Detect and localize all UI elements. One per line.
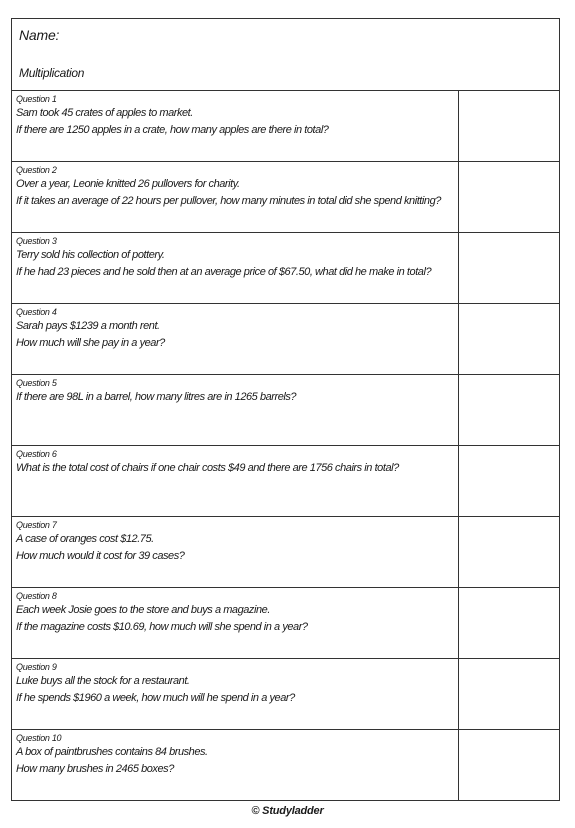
question-text: If the magazine costs $10.69, how much will she spend in a year? xyxy=(16,621,308,633)
question-text: Sam took 45 crates of apples to market. xyxy=(16,107,193,119)
question-cell xyxy=(12,730,459,800)
question-row xyxy=(12,659,559,730)
question-row xyxy=(12,375,559,446)
question-row xyxy=(12,588,559,659)
question-row xyxy=(12,233,559,304)
question-text: If he had 23 pieces and he sold then at an average price of $67.50, what did he make in total? xyxy=(16,266,432,278)
topic-title: Multiplication xyxy=(19,66,85,80)
name-label: Name: xyxy=(19,27,60,43)
question-text: A case of oranges cost $12.75. xyxy=(16,533,154,545)
question-text: How much will she pay in a year? xyxy=(16,337,165,349)
question-row xyxy=(12,162,559,233)
question-text: Sarah pays $1239 a month rent. xyxy=(16,320,160,332)
question-text: If there are 1250 apples in a crate, how many apples are there in total? xyxy=(16,124,329,136)
question-text: A box of paintbrushes contains 84 brushes. xyxy=(16,746,208,758)
question-text: How many brushes in 2465 boxes? xyxy=(16,763,174,775)
answer-box[interactable] xyxy=(459,659,559,729)
answer-box[interactable] xyxy=(459,162,559,232)
answer-box[interactable] xyxy=(459,730,559,800)
question-text: How much would it cost for 39 cases? xyxy=(16,550,185,562)
question-cell xyxy=(12,162,459,232)
question-text: If it takes an average of 22 hours per pullover, how many minutes in total did she spend knitting? xyxy=(16,195,441,207)
question-cell xyxy=(12,517,459,587)
answer-box[interactable] xyxy=(459,446,559,516)
question-cell xyxy=(12,375,459,445)
question-text: Luke buys all the stock for a restaurant. xyxy=(16,675,190,687)
question-text: Terry sold his collection of pottery. xyxy=(16,249,165,261)
question-number: Question 5 xyxy=(16,378,57,388)
question-text: Over a year, Leonie knitted 26 pullovers for charity. xyxy=(16,178,240,190)
answer-box[interactable] xyxy=(459,375,559,445)
question-cell xyxy=(12,233,459,303)
answer-box[interactable] xyxy=(459,91,559,161)
question-cell xyxy=(12,91,459,161)
worksheet xyxy=(11,18,560,801)
answer-box[interactable] xyxy=(459,233,559,303)
question-cell xyxy=(12,659,459,729)
question-number: Question 6 xyxy=(16,449,57,459)
question-row xyxy=(12,517,559,588)
question-cell xyxy=(12,588,459,658)
question-text: If he spends $1960 a week, how much will he spend in a year? xyxy=(16,692,295,704)
question-row xyxy=(12,730,559,800)
question-number: Question 10 xyxy=(16,733,62,743)
question-number: Question 2 xyxy=(16,165,57,175)
question-number: Question 3 xyxy=(16,236,57,246)
answer-box[interactable] xyxy=(459,517,559,587)
worksheet-header xyxy=(12,19,559,91)
question-number: Question 7 xyxy=(16,520,57,530)
question-number: Question 8 xyxy=(16,591,57,601)
question-row xyxy=(12,304,559,375)
question-text: Each week Josie goes to the store and buys a magazine. xyxy=(16,604,270,616)
question-cell xyxy=(12,446,459,516)
question-number: Question 1 xyxy=(16,94,57,104)
question-text: If there are 98L in a barrel, how many litres are in 1265 barrels? xyxy=(16,391,297,403)
question-number: Question 9 xyxy=(16,662,57,672)
answer-box[interactable] xyxy=(459,588,559,658)
answer-box[interactable] xyxy=(459,304,559,374)
question-number: Question 4 xyxy=(16,307,57,317)
question-row xyxy=(12,446,559,517)
copyright-footer: © Studyladder xyxy=(251,805,324,817)
question-cell xyxy=(12,304,459,374)
question-row xyxy=(12,91,559,162)
question-text: What is the total cost of chairs if one chair costs $49 and there are 1756 chairs in total? xyxy=(16,462,399,474)
